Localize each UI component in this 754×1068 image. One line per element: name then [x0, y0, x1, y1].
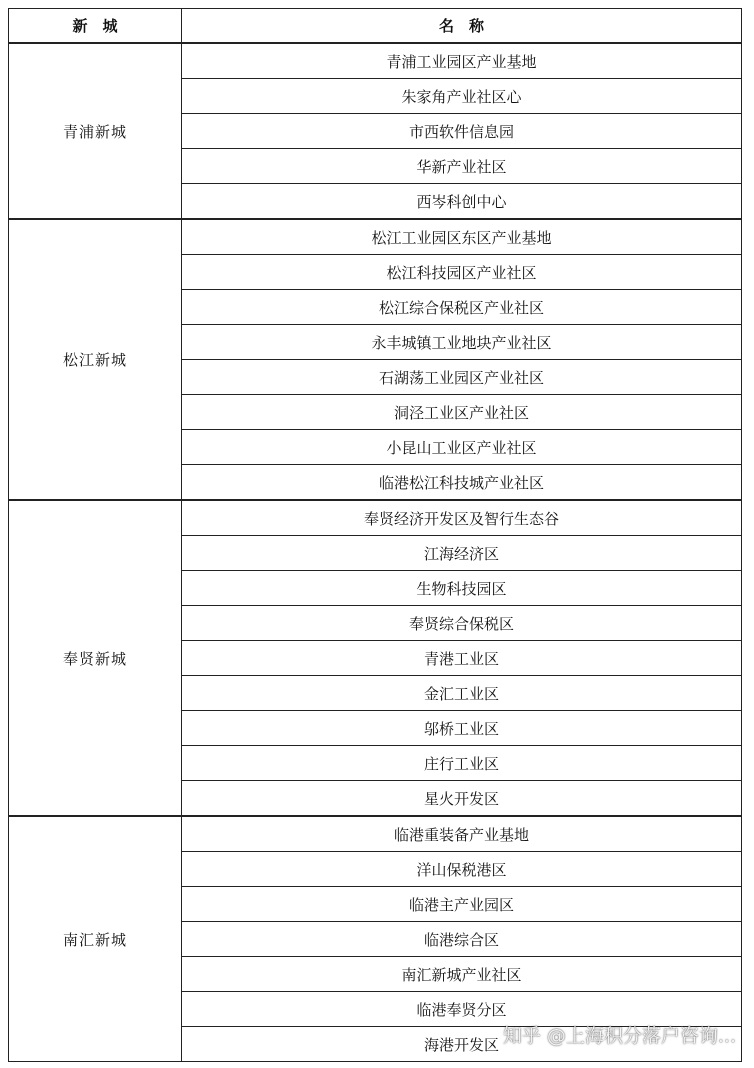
table-row [9, 500, 742, 536]
zone-name-cell: 石湖荡工业园区产业社区 [182, 360, 742, 395]
zone-name-cell: 华新产业社区 [182, 149, 742, 184]
zone-name-cell: 奉贤经济开发区及智行生态谷 [182, 500, 742, 536]
zone-name-cell: 洋山保税港区 [182, 852, 742, 887]
table-header-row [9, 9, 742, 44]
zone-name-cell: 西岑科创中心 [182, 184, 742, 220]
city-cell: 南汇新城 [9, 816, 182, 1062]
city-cell: 青浦新城 [9, 43, 182, 219]
zone-name-cell: 永丰城镇工业地块产业社区 [182, 325, 742, 360]
zone-name-cell: 金汇工业区 [182, 676, 742, 711]
zone-name-cell: 江海经济区 [182, 536, 742, 571]
zone-name-cell: 小昆山工业区产业社区 [182, 430, 742, 465]
zone-name-cell: 庄行工业区 [182, 746, 742, 781]
zone-name-cell: 市西软件信息园 [182, 114, 742, 149]
header-name: 名 称 [182, 9, 742, 44]
zone-name-cell: 海港开发区 [182, 1027, 742, 1062]
zone-name-cell: 临港主产业园区 [182, 887, 742, 922]
header-new-city: 新 城 [9, 9, 182, 44]
zone-name-cell: 南汇新城产业社区 [182, 957, 742, 992]
city-cell: 奉贤新城 [9, 500, 182, 816]
zone-name-cell: 临港奉贤分区 [182, 992, 742, 1027]
industrial-zones-table [8, 8, 742, 1062]
zone-name-cell: 临港重装备产业基地 [182, 816, 742, 852]
zone-name-cell: 松江工业园区东区产业基地 [182, 219, 742, 255]
zone-name-cell: 松江科技园区产业社区 [182, 255, 742, 290]
table-row [9, 43, 742, 79]
zone-name-cell: 松江综合保税区产业社区 [182, 290, 742, 325]
zone-name-cell: 青浦工业园区产业基地 [182, 43, 742, 79]
zone-name-cell: 临港综合区 [182, 922, 742, 957]
zone-name-cell: 临港松江科技城产业社区 [182, 465, 742, 501]
zone-name-cell: 洞泾工业区产业社区 [182, 395, 742, 430]
zone-name-cell: 青港工业区 [182, 641, 742, 676]
table-body [9, 43, 742, 1062]
zone-name-cell: 奉贤综合保税区 [182, 606, 742, 641]
zone-name-cell: 生物科技园区 [182, 571, 742, 606]
city-cell: 松江新城 [9, 219, 182, 500]
watermark: 知乎 @上海积分落户咨询... [502, 1025, 736, 1047]
zone-name-cell: 邬桥工业区 [182, 711, 742, 746]
zone-name-cell: 朱家角产业社区心 [182, 79, 742, 114]
zone-name-cell: 星火开发区 [182, 781, 742, 817]
table-row [9, 816, 742, 852]
table-row [9, 219, 742, 255]
